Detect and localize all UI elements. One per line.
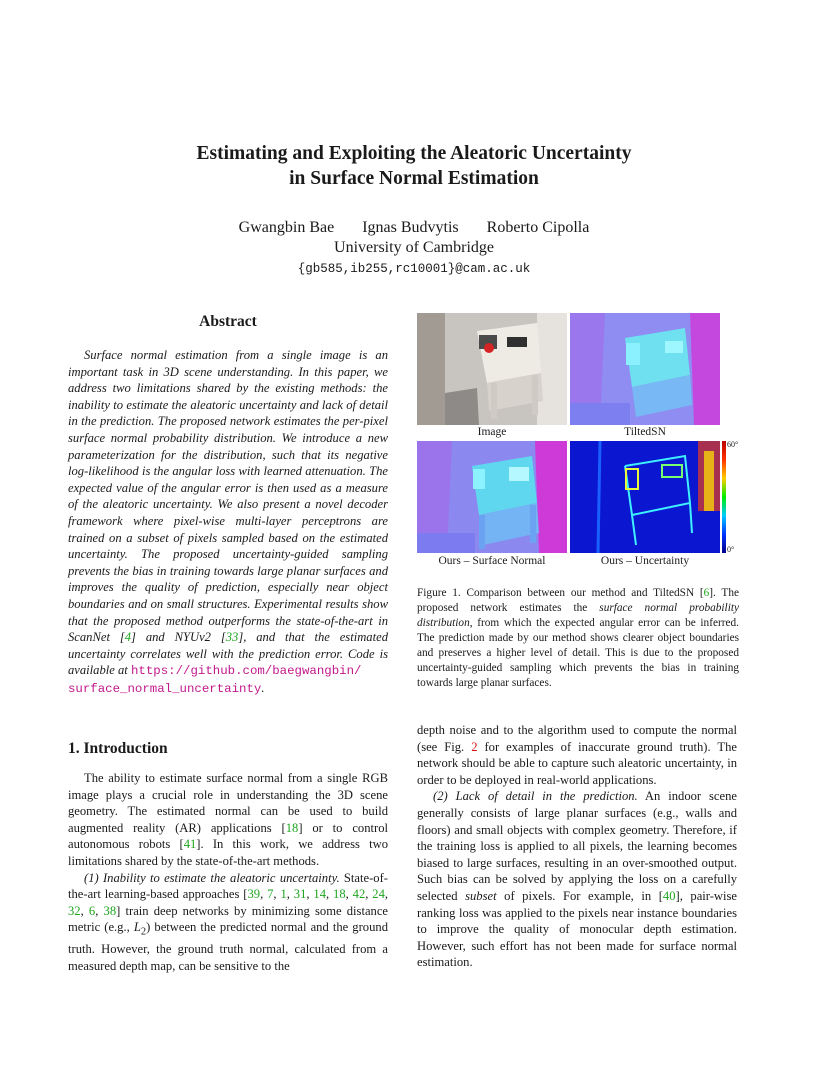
abstract-part-b: ] and NYUv2 [ [131, 630, 226, 645]
p4-part-a: An indoor scene generally consists of large planar surfaces (e.g., walls and floors) and small objects with complex geometry. Therefore, if the training loss is applied to all pixels, the learning becomes biased to large surfaces, resulting in an over-smoothed output. Such bias can be solved by applying the loss on a carefully selected [417, 789, 737, 903]
ref-link[interactable]: 31 [293, 887, 307, 902]
figure-ours-normal-image [417, 441, 567, 553]
p2-part-c: ) between the predicted normal and the ground truth. However, the ground truth normal, calculated from a measured depth map, can be sensitive to the [68, 920, 388, 974]
figure-tiltedsn-image [570, 313, 720, 425]
abstract-part-a: Surface normal estimation from a single image is an important task in 3D scene understanding. In this paper, we address two limitations shared by the existing methods: the inability to estimate the aleatoric uncertainty and lack of detail in the prediction. The proposed network estimates the per-pixel surface normal probability distribution. We introduce a new parameterization for the distribution, such that its negative log-likelihood is the angular loss with learned attenuation. The expected value of the angular error is then used as a measure of the aleatoric uncertainty. We also present a novel decoder framework where pixel-wise multi-layer perceptrons are trained on a subset of pixels sampled based on the estimated uncertainty. The proposed uncertainty-guided sampling prevents the bias in training towards large planar surfaces and improves the quality of prediction, especially near object boundaries and on small structures. Experimental results show that the proposed method outperforms the state-of-the-art in ScanNet [ [68, 348, 388, 645]
ref-6-link[interactable]: 6 [703, 587, 710, 599]
intro-paragraph-2: (1) Inability to estimate the aleatoric uncertainty. State-of-the-art learning-based approaches [39, 7, 1, 31, 14, 18, 42, 24, 32, 6, 38] train deep networks by minimizing some distance metric (e.g., $L_2$) between the predicted normal and the ground truth. However, the ground truth normal, calculated from a measured depth map, can be sensitive to the [68, 870, 389, 974]
photo-svg [417, 313, 567, 425]
caption-part-a: Figure 1. Comparison between our method and TiltedSN [ [417, 587, 704, 599]
ref-18-link[interactable]: 18 [285, 820, 299, 835]
ref-33-link[interactable]: 33 [225, 630, 239, 645]
paper-title [0, 141, 828, 191]
p1-part-c: ]. In this work, we address two limitations shared by the state-of-the-art methods. [68, 837, 388, 868]
p2-part-b: ] train deep networks by minimizing some distance metric (e.g., [68, 903, 389, 935]
introduction-heading: 1. Introduction [68, 740, 168, 757]
figure-1-caption [417, 586, 739, 691]
abstract-heading: Abstract [199, 313, 257, 330]
affiliation: University of Cambridge [334, 239, 494, 256]
author-list [0, 218, 828, 238]
label-tiltedsn: TiltedSN [624, 426, 666, 438]
intro-paragraph-4 [417, 788, 737, 971]
fig-2-link[interactable]: 2 [471, 739, 478, 754]
url-part-2: surface_normal_uncertainty [68, 681, 262, 696]
ref-link[interactable]: 42 [352, 887, 366, 902]
ref-link[interactable]: 14 [313, 887, 326, 902]
author-2: Ignas Budvytis [362, 219, 459, 236]
ref-link[interactable]: 38 [103, 903, 117, 918]
figure-photo-image [417, 313, 567, 425]
title-line-1: Estimating and Exploiting the Aleatoric Uncertainty [196, 143, 632, 164]
ref-link[interactable]: 1 [280, 887, 287, 902]
colorbar-min-label: 0° [727, 545, 735, 554]
ref-link[interactable]: 6 [88, 903, 96, 918]
ref-link[interactable]: 7 [267, 887, 274, 902]
intro-paragraph-3 [417, 722, 737, 788]
abstract-text [68, 347, 388, 697]
ref-link[interactable]: 32 [68, 903, 81, 918]
p1-part-b: ] or to control autonomous robots [ [68, 820, 388, 852]
ref-link[interactable]: 18 [333, 887, 346, 902]
p4-part-b: of pixels. For example, in [ [496, 888, 663, 903]
caption-part-b: ]. The proposed network estimates the [417, 587, 739, 614]
caption-part-c: , from which the expected angular error can be inferred. The prediction made by our method shows clearer object boundaries and preserves a higher level of detail. This is due to the proposed uncertainty-guided sampling which prevents the bias in training towards large planar surfaces. [417, 617, 739, 689]
p3-part-b: for examples of inaccurate ground truth). The network should be able to capture such aleatoric uncertainty, in order to be deployed in real-world applications. [417, 739, 737, 787]
author-emails: {gb585,ib255,rc10001}@cam.ac.uk [297, 262, 531, 276]
abstract-part-c: ], and that the estimated uncertainty correlates well with the prediction error. Code is available at [68, 630, 388, 678]
p2-part-a: State-of-the-art learning-based approaches [ [68, 870, 388, 902]
p4-emphasis: (2) Lack of detail in the prediction. [433, 789, 638, 804]
p2-emphasis: (1) Inability to estimate the aleatoric uncertainty. [84, 870, 340, 885]
caption-emphasis: surface normal probability distribution [417, 602, 739, 629]
label-ours-uncertainty: Ours – Uncertainty [600, 555, 690, 567]
label-ours-normal: Ours – Surface Normal [438, 555, 546, 567]
url-part-1: https://github.com/baegwangbin/ [130, 664, 362, 679]
abstract-part-d: . [261, 680, 265, 695]
tiltedsn-svg [570, 313, 720, 425]
ref-41-link[interactable]: 41 [183, 837, 197, 852]
uncertainty-colorbar [722, 441, 726, 553]
p4-emphasis-subset: subset [465, 888, 497, 903]
p4-part-c: ], pair-wise ranking loss was applied to the pixels near instance boundaries to improve the quality of monocular depth estimation. However, such effort has not been made for surface normal estimation. [417, 888, 737, 970]
ours-normal-svg [417, 441, 567, 553]
p3-part-a: depth noise and to the algorithm used to compute the normal (see Fig. [417, 723, 737, 754]
author-1: Gwangbin Bae [238, 219, 335, 236]
ref-link[interactable]: 39 [247, 887, 261, 902]
intro-paragraph-1 [68, 770, 388, 870]
figure-ours-uncertainty-image [570, 441, 720, 553]
math-subscript: 2 [140, 926, 147, 938]
colorbar-max-label: 60° [727, 440, 739, 449]
title-line-2: in Surface Normal Estimation [289, 168, 539, 189]
ref-40-link[interactable]: 40 [662, 888, 676, 903]
label-image: Image [477, 426, 507, 438]
author-3: Roberto Cipolla [486, 219, 590, 236]
uncertainty-svg [570, 441, 720, 553]
intro-right-column [417, 722, 737, 971]
ref-4-link[interactable]: 4 [124, 630, 132, 645]
ref-link[interactable]: 24 [372, 887, 385, 902]
p1-part-a: The ability to estimate surface normal from a single RGB image plays a crucial role in understanding the 3D scene geometry. The estimated normal can be used to build augmented reality (AR) applications [ [68, 771, 388, 835]
intro-left-column [68, 770, 388, 975]
math-L: L [133, 920, 141, 935]
